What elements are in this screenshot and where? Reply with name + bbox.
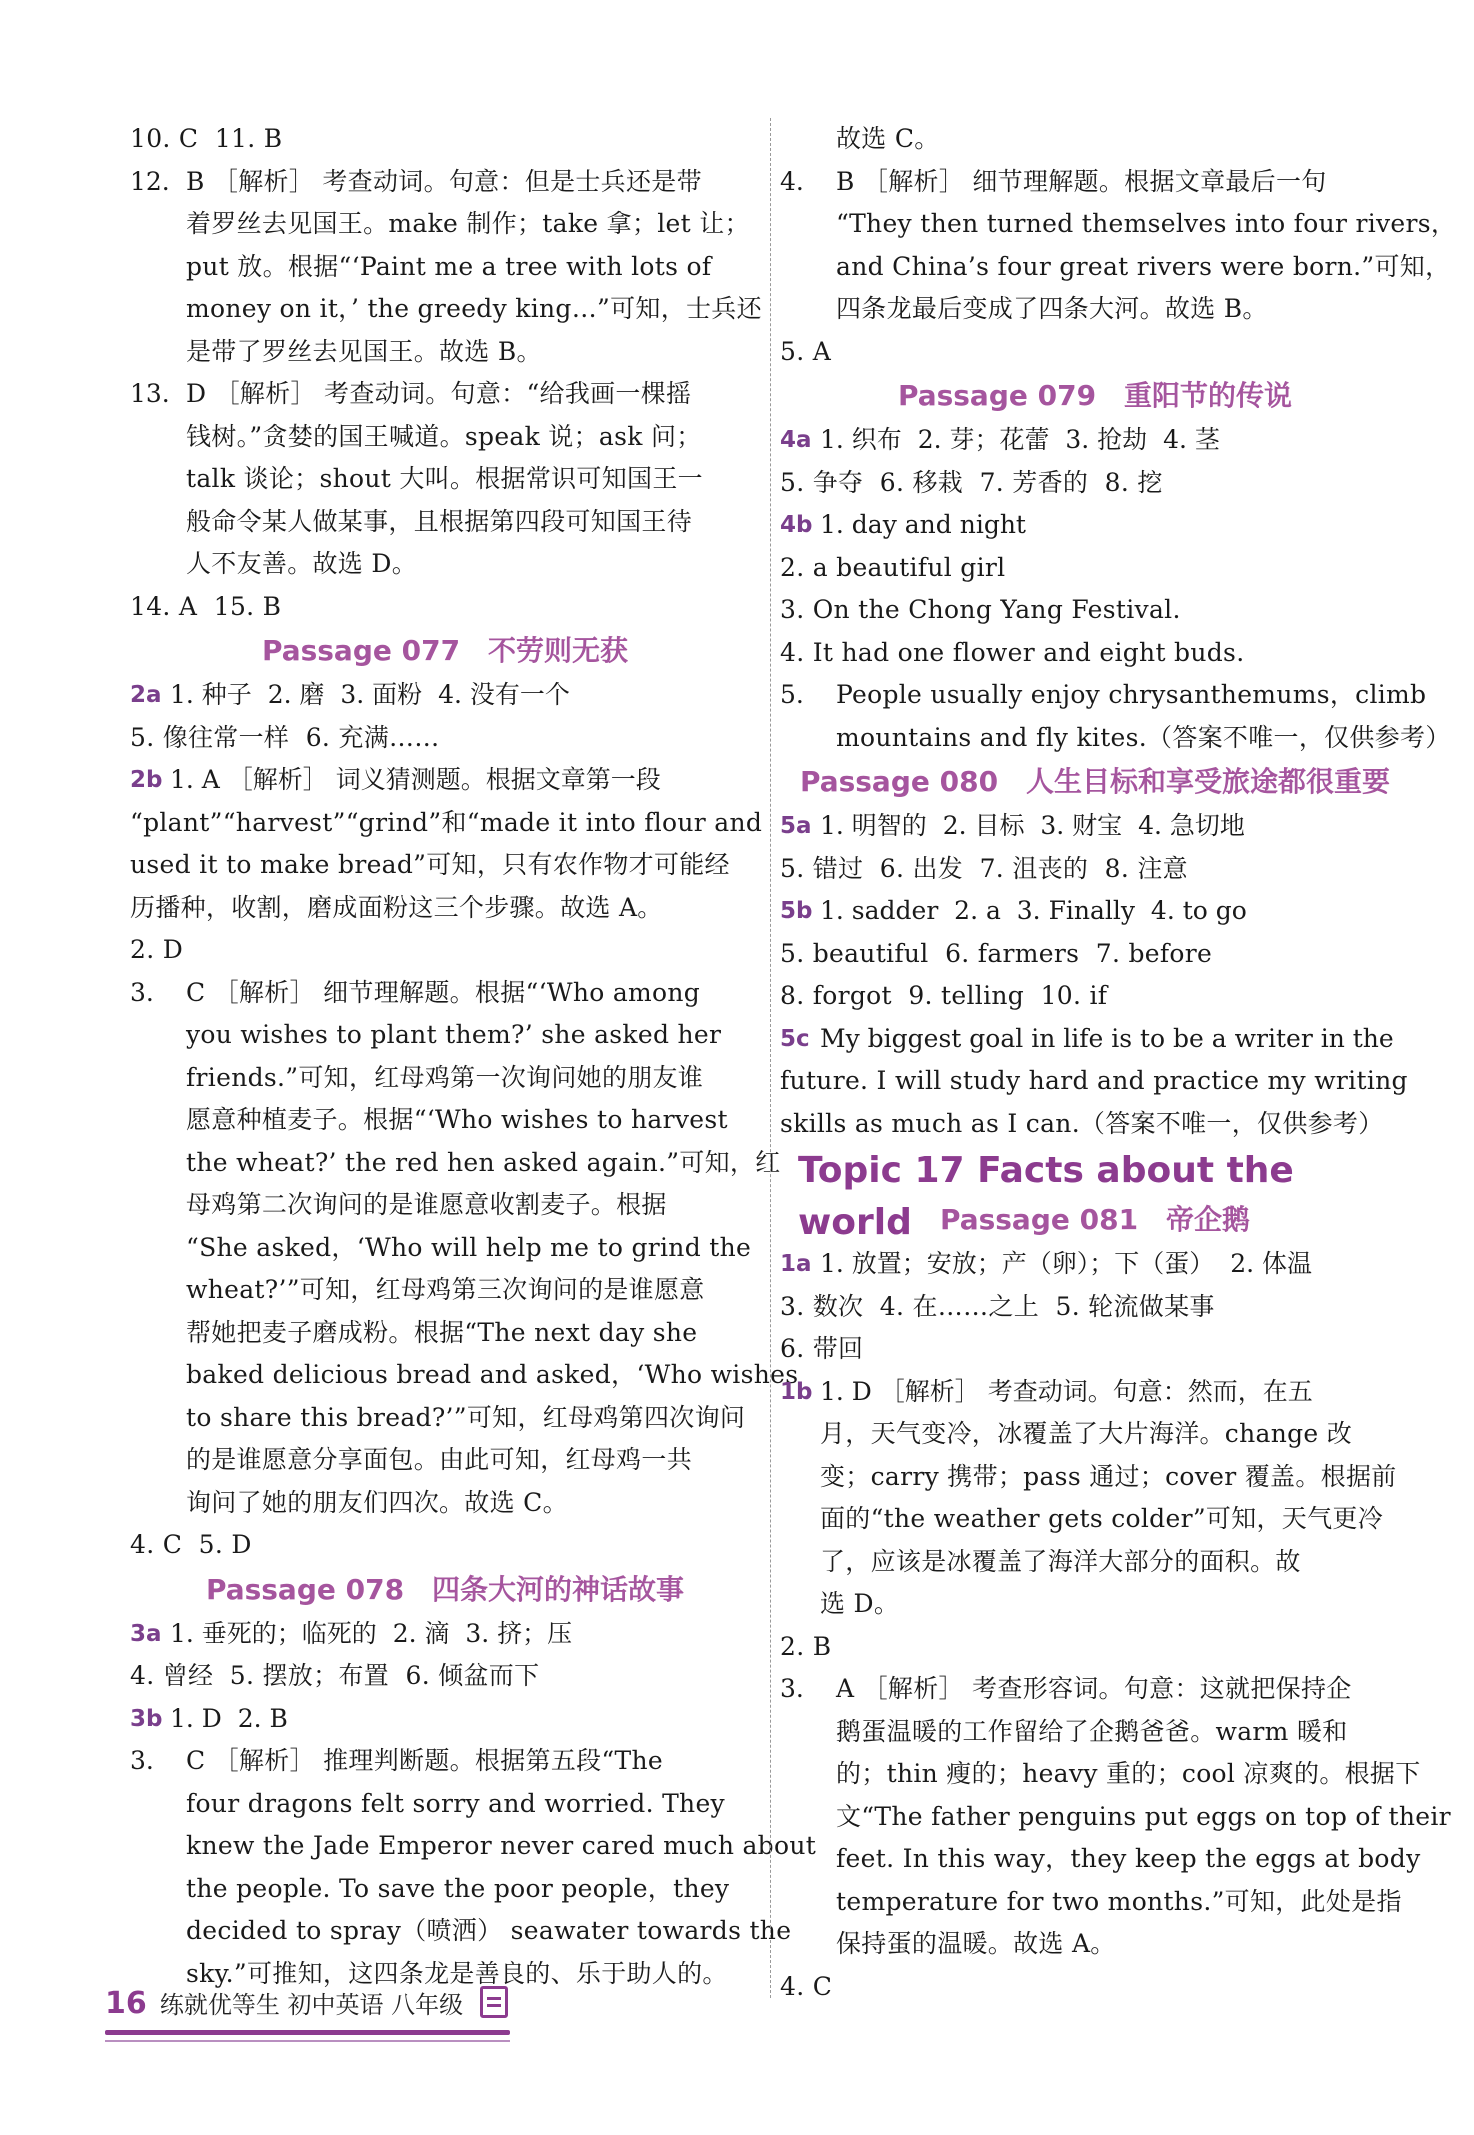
exercise-line — [130, 674, 760, 717]
page-number: 16 — [105, 1986, 147, 2021]
book-icon — [480, 1986, 508, 2018]
line-text: the wheat?’ the red hen asked again.”可知，红 — [186, 1147, 781, 1177]
continuation-line — [130, 1868, 760, 1911]
continuation-line — [780, 118, 1410, 161]
exercise-line — [780, 805, 1410, 848]
line-text: 3. On the Chong Yang Festival. — [780, 595, 1181, 624]
answer-line — [130, 1655, 760, 1698]
line-text: mountains and fly kites.（答案不唯一，仅供参考） — [836, 722, 1451, 752]
answer-line — [780, 1966, 1410, 2009]
continuation-line — [130, 416, 760, 459]
line-text: feet. In this way，they keep the eggs at body — [836, 1844, 1421, 1873]
line-text: skills as much as I can.（答案不唯一，仅供参考） — [780, 1108, 1384, 1138]
answer-line — [780, 975, 1410, 1018]
continuation-line — [130, 331, 760, 374]
continuation-line — [130, 458, 760, 501]
line-text: the people. To save the poor people，they — [186, 1873, 730, 1903]
exercise-text: 1. 种子 2. 磨 3. 面粉 4. 没有一个 — [170, 680, 570, 709]
answer-line — [780, 331, 1410, 374]
line-text: 鹅蛋温暖的工作留给了企鹅爸爸。warm 暖和 — [836, 1716, 1348, 1746]
answer-line — [780, 1626, 1410, 1669]
passage-heading: Passage 080 人生目标和享受旅途都很重要 — [799, 765, 1391, 798]
item-number: 13. — [130, 379, 170, 408]
continuation-line — [130, 1184, 760, 1227]
continuation-line — [130, 1312, 760, 1355]
answer-line — [130, 118, 760, 161]
exercise-tag: 1b — [780, 1378, 813, 1405]
exercise-line — [780, 890, 1410, 933]
continuation-line — [780, 1541, 1410, 1584]
answer-line — [780, 547, 1410, 590]
line-text: future. I will study hard and practice my writing — [780, 1066, 1408, 1095]
line-text: 帮她把麦子磨成粉。根据“The next day she — [186, 1317, 698, 1347]
answer-line — [780, 1103, 1410, 1146]
exercise-line — [780, 1243, 1410, 1286]
exercise-tag: 5c — [780, 1025, 810, 1052]
line-text: 询问了她的朋友们四次。故选 C。 — [186, 1487, 568, 1517]
exercise-text: 1. D ［解析］ 考查动词。句意：然而，在五 — [820, 1376, 1313, 1406]
answer-item — [780, 161, 1410, 204]
exercise-line — [130, 759, 760, 802]
item-text: People usually enjoy chrysanthemums，climb — [836, 680, 1427, 709]
line-text: 愿意种植麦子。根据“‘Who wishes to harvest — [186, 1105, 728, 1134]
continuation-line — [780, 1583, 1410, 1626]
footer-rule-thin — [105, 2040, 510, 2042]
continuation-line — [130, 1099, 760, 1142]
line-text: 4. It had one flower and eight buds. — [780, 637, 1245, 667]
continuation-line — [130, 1825, 817, 1868]
line-text: “She asked，‘Who will help me to grind the — [186, 1232, 752, 1262]
line-text: temperature for two months.”可知，此处是指 — [836, 1886, 1402, 1916]
continuation-line — [780, 1796, 1451, 1839]
continuation-line — [780, 1753, 1421, 1796]
line-text: and China’s four great rivers were born.”可知， — [836, 251, 1451, 281]
right-column — [780, 118, 1457, 2008]
item-number: 5. — [780, 680, 804, 709]
answer-line — [130, 717, 760, 760]
continuation-line — [130, 288, 760, 331]
exercise-tag: 2a — [130, 682, 162, 708]
exercise-text: 1. 织布 2. 芽；花蕾 3. 抢劫 4. 茎 — [820, 425, 1220, 454]
continuation-line — [780, 1923, 1410, 1966]
line-text: 14. A 15. B — [130, 591, 282, 621]
line-text: 是带了罗丝去见国王。故选 B。 — [186, 336, 542, 366]
line-text: 5. 错过 6. 出发 7. 沮丧的 8. 注意 — [780, 853, 1188, 883]
page-footer — [105, 1985, 508, 2021]
item-text: C ［解析］ 推理判断题。根据第五段“The — [186, 1746, 663, 1775]
topic-heading: Topic 17 Facts about the world — [798, 1150, 1294, 1243]
answer-item — [780, 674, 1427, 717]
line-text: 故选 C。 — [836, 124, 940, 153]
continuation-line — [130, 1057, 760, 1100]
line-text: money on it，’ the greedy king…”可知，士兵还 — [186, 294, 762, 323]
continuation-line — [130, 203, 760, 246]
continuation-line — [130, 1354, 799, 1397]
line-text: 面的“the weather gets colder”可知，天气更冷 — [820, 1504, 1384, 1533]
line-text: you wishes to plant them?’ she asked her — [186, 1020, 722, 1049]
answer-line — [780, 1328, 1410, 1371]
line-text: knew the Jade Emperor never cared much about — [186, 1831, 817, 1860]
exercise-text: 1. 垂死的；临死的 2. 滴 3. 挤；压 — [170, 1618, 573, 1648]
answer-line — [130, 586, 760, 629]
continuation-line — [780, 288, 1410, 331]
line-text: 般命令某人做某事，且根据第四段可知国王待 — [186, 506, 693, 536]
answer-line — [130, 887, 760, 930]
line-text: 8. forgot 9. telling 10. if — [780, 981, 1108, 1010]
exercise-line — [780, 504, 1410, 547]
line-text: 选 D。 — [820, 1589, 900, 1618]
answer-item — [130, 161, 760, 204]
answer-line — [130, 844, 760, 887]
line-text: 文“The father penguins put eggs on top of their — [836, 1801, 1451, 1831]
line-text: “They then turned themselves into four rivers， — [836, 209, 1457, 238]
continuation-line — [780, 1413, 1410, 1456]
item-number: 3. — [130, 977, 154, 1007]
line-text: four dragons felt sorry and worried. They — [186, 1788, 725, 1818]
answer-line — [780, 589, 1410, 632]
answer-line — [780, 848, 1410, 891]
exercise-text: 1. 放置；安放；产（卵）；下（蛋） 2. 体温 — [820, 1249, 1312, 1278]
line-text: 的是谁愿意分享面包。由此可知，红母鸡一共 — [186, 1445, 693, 1474]
continuation-line — [130, 1439, 760, 1482]
line-text: 钱树。”贪婪的国王喊道。speak 说；ask 问； — [186, 421, 702, 451]
line-text: wheat?’”可知，红母鸡第三次询问的是谁愿意 — [186, 1275, 705, 1304]
answer-line — [780, 933, 1410, 976]
passage-heading: Passage 078 四条大河的神话故事 — [205, 1572, 685, 1606]
answer-item — [130, 373, 760, 416]
continuation-line — [780, 1711, 1410, 1754]
exercise-tag: 5a — [780, 813, 812, 839]
line-text: 2. D — [130, 935, 184, 964]
line-text: 保持蛋的温暖。故选 A。 — [836, 1929, 1116, 1958]
exercise-text: 1. 明智的 2. 目标 3. 财宝 4. 急切地 — [820, 811, 1245, 840]
continuation-line — [130, 1783, 760, 1826]
line-text: 2. B — [780, 1631, 832, 1661]
continuation-line — [130, 1482, 760, 1525]
line-text: 5. A — [780, 336, 832, 366]
exercise-line — [780, 419, 1410, 462]
exercise-text: My biggest goal in life is to be a writer in the — [820, 1023, 1394, 1053]
item-text: B ［解析］ 细节理解题。根据文章最后一句 — [836, 166, 1327, 196]
line-text: sky.”可推知，这四条龙是善良的、乐于助人的。 — [186, 1958, 728, 1988]
answer-line — [780, 632, 1410, 675]
line-text: put 放。根据“‘Paint me a tree with lots of — [186, 251, 712, 281]
passage-heading: Passage 077 不劳则无获 — [261, 634, 629, 667]
continuation-line — [130, 1397, 760, 1440]
exercise-line — [780, 1018, 1410, 1061]
answer-line — [130, 802, 763, 845]
line-text: 历播种，收割，磨成面粉这三个步骤。故选 A。 — [130, 892, 663, 922]
line-text: 母鸡第二次询问的是谁愿意收割麦子。根据 — [186, 1190, 667, 1219]
answer-item — [780, 1668, 1410, 1711]
item-number: 3. — [130, 1746, 154, 1775]
continuation-line — [780, 717, 1451, 760]
continuation-line — [780, 1498, 1410, 1541]
line-text: “plant”“harvest”“grind”和“made it into flour and — [130, 807, 763, 837]
item-text: B ［解析］ 考查动词。句意：但是士兵还是带 — [186, 166, 702, 196]
answer-line — [780, 1060, 1410, 1103]
answer-item — [130, 972, 760, 1015]
continuation-line — [130, 1269, 760, 1312]
line-text: 着罗丝去见国王。make 制作；take 拿；let 让； — [186, 209, 750, 238]
continuation-line — [130, 1142, 781, 1185]
exercise-tag: 3a — [130, 1620, 162, 1647]
line-text: 5. 争夺 6. 移栽 7. 芳香的 8. 挖 — [780, 467, 1163, 497]
answer-line — [130, 929, 760, 972]
exercise-line — [780, 1371, 1410, 1414]
line-text: 2. a beautiful girl — [780, 552, 1006, 582]
line-text: friends.”可知，红母鸡第一次询问她的朋友谁 — [186, 1062, 704, 1092]
exercise-tag: 1a — [780, 1251, 812, 1277]
line-text: 四条龙最后变成了四条大河。故选 B。 — [836, 294, 1268, 323]
item-number: 12. — [130, 166, 170, 196]
continuation-line — [130, 1227, 760, 1270]
continuation-line — [780, 246, 1451, 289]
exercise-text: 1. sadder 2. a 3. Finally 4. to go — [820, 896, 1247, 925]
line-text: used it to make bread”可知，只有农作物才可能经 — [130, 850, 730, 879]
passage-heading: Passage 079 重阳节的传说 — [897, 379, 1293, 412]
exercise-tag: 3b — [130, 1705, 163, 1732]
continuation-line — [780, 1881, 1410, 1924]
continuation-line — [780, 1456, 1410, 1499]
book-title: 练就优等生 初中英语 八年级 — [159, 1991, 464, 2019]
answer-line — [780, 1286, 1410, 1329]
exercise-tag: 5b — [780, 898, 813, 924]
continuation-line — [130, 1910, 792, 1953]
column-divider — [770, 118, 772, 1998]
item-number: 3. — [780, 1674, 804, 1703]
line-text: 了，应该是冰覆盖了海洋大部分的面积。故 — [820, 1546, 1301, 1576]
line-text: decided to spray（喷洒） seawater towards the — [186, 1916, 792, 1945]
line-text: 6. 带回 — [780, 1334, 864, 1363]
exercise-text: 1. A ［解析］ 词义猜测题。根据文章第一段 — [170, 765, 661, 794]
line-text: 4. C — [780, 1971, 833, 2001]
item-text: A ［解析］ 考查形容词。句意：这就把保持企 — [836, 1674, 1352, 1703]
line-text: talk 谈论；shout 大叫。根据常识可知国王一 — [186, 464, 703, 493]
exercise-tag: 2b — [130, 767, 163, 793]
line-text: 10. C 11. B — [130, 124, 283, 153]
answer-item — [130, 1740, 760, 1783]
continuation-line — [130, 543, 760, 586]
line-text: 4. C 5. D — [130, 1530, 252, 1559]
item-text: C ［解析］ 细节理解题。根据“‘Who among — [186, 977, 701, 1007]
continuation-line — [130, 246, 760, 289]
line-text: 5. beautiful 6. farmers 7. before — [780, 938, 1213, 968]
item-number: 4. — [780, 166, 804, 196]
exercise-line — [130, 1698, 760, 1741]
exercise-text: 1. day and night — [820, 510, 1026, 539]
footer-rule — [105, 2030, 510, 2035]
continuation-line — [780, 1838, 1421, 1881]
answer-line — [780, 462, 1410, 505]
continuation-line — [780, 203, 1457, 246]
passage-heading: Passage 081 帝企鹅 — [939, 1203, 1251, 1236]
line-text: 的；thin 瘦的；heavy 重的；cool 凉爽的。根据下 — [836, 1759, 1421, 1788]
exercise-tag: 4b — [780, 512, 813, 538]
line-text: 4. 曾经 5. 摆放；布置 6. 倾盆而下 — [130, 1661, 540, 1690]
line-text: 月，天气变冷，冰覆盖了大片海洋。change 改 — [820, 1419, 1353, 1448]
exercise-text: 1. D 2. B — [170, 1703, 288, 1733]
line-text: 变；carry 携带；pass 通过；cover 覆盖。根据前 — [820, 1461, 1397, 1491]
exercise-line — [130, 1613, 760, 1656]
line-text: baked delicious bread and asked，‘Who wishes — [186, 1360, 799, 1389]
line-text: 人不友善。故选 D。 — [186, 549, 417, 578]
exercise-tag: 4a — [780, 427, 812, 453]
answer-line — [130, 1524, 760, 1567]
line-text: to share this bread?’”可知，红母鸡第四次询问 — [186, 1402, 746, 1432]
line-text: 5. 像往常一样 6. 充满…… — [130, 722, 440, 752]
line-text: 3. 数次 4. 在……之上 5. 轮流做某事 — [780, 1291, 1215, 1321]
continuation-line — [130, 501, 760, 544]
continuation-line — [130, 1014, 760, 1057]
item-text: D ［解析］ 考查动词。句意：“给我画一棵摇 — [186, 379, 692, 408]
